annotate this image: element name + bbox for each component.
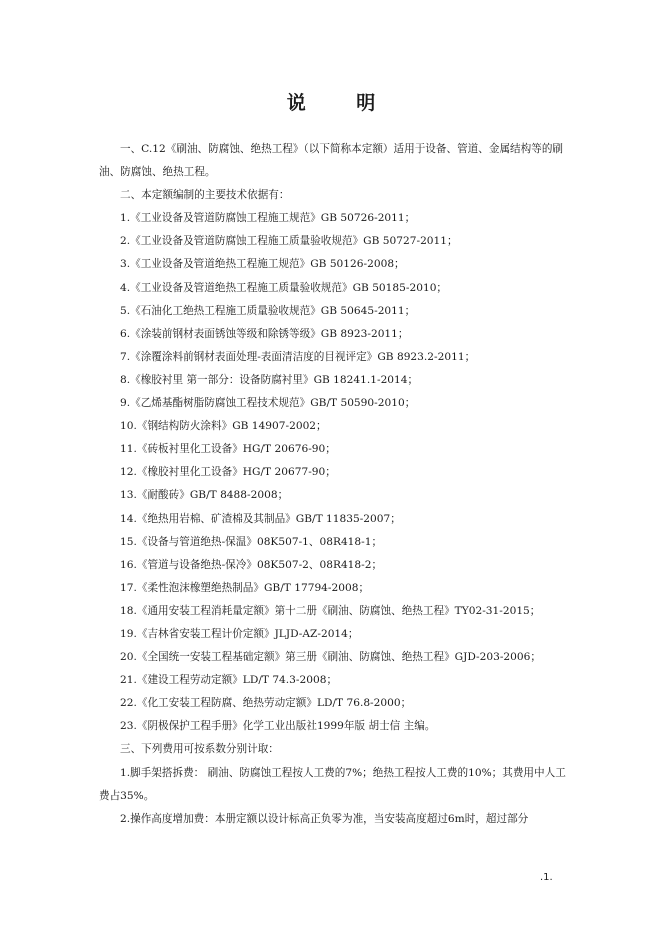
reference-item: 9.《乙烯基酯树脂防腐蚀工程技术规范》GB/T 50590-2010； [120, 397, 416, 410]
reference-item: 19.《吉林省安装工程计价定额》JLJD-AZ-2014； [120, 627, 359, 640]
reference-item: 5.《石油化工绝热工程施工质量验收规范》GB 50645-2011； [120, 304, 416, 317]
section-heading-fees: 三、下列费用可按系数分别计取： [120, 743, 279, 756]
reference-item: 14.《绝热用岩棉、矿渣棉及其制品》GB/T 11835-2007； [120, 512, 401, 525]
page-title: 说 明 [286, 92, 398, 114]
reference-item: 3.《工业设备及管道绝热工程施工规范》GB 50126-2008； [120, 258, 405, 271]
reference-list [99, 207, 567, 738]
reference-item: 11.《砖板衬里化工设备》HG/T 20676-90； [120, 443, 336, 456]
reference-item: 17.《柔性泡沫橡塑绝热制品》GB/T 17794-2008； [120, 581, 370, 594]
reference-item: 13.《耐酸砖》GB/T 8488-2008； [120, 489, 289, 502]
fee-height-paragraph: 2.操作高度增加费：本册定额以设计标高正负零为准，当安装高度超过6m时，超过部分 [120, 812, 529, 825]
reference-item: 20.《全国统一安装工程基础定额》第三册《刷油、防腐蚀、绝热工程》GJD-203-2006； [120, 651, 541, 664]
reference-item: 1.《工业设备及管道防腐蚀工程施工规范》GB 50726-2011； [120, 212, 416, 225]
fee-scaffolding-paragraph: 1.脚手架搭拆费： 刷油、防腐蚀工程按人工费的7%；绝热工程按人工费的10%；其费用中人工费占35%。 [99, 766, 566, 802]
document-body [99, 138, 567, 831]
reference-item: 10.《钢结构防火涂料》GB 14907-2002； [120, 420, 327, 433]
section-heading-basis: 二、本定额编制的主要技术依据有： [120, 189, 290, 202]
reference-item: 8.《橡胶衬里 第一部分：设备防腐衬里》GB 18241.1-2014； [120, 373, 419, 386]
reference-item: 4.《工业设备及管道绝热工程施工质量验收规范》GB 50185-2010； [120, 281, 448, 294]
reference-item: 21.《建设工程劳动定额》LD/T 74.3-2008； [120, 674, 338, 687]
reference-item: 22.《化工安装工程防腐、绝热劳动定额》LD/T 76.8-2000； [120, 697, 412, 710]
reference-item: 12.《橡胶衬里化工设备》HG/T 20677-90； [120, 466, 336, 479]
reference-item: 16.《管道与设备绝热-保冷》08K507-2、08R418-2； [120, 558, 383, 571]
reference-item: 7.《涂覆涂料前钢材表面处理-表面清洁度的目视评定》GB 8923.2-2011； [120, 350, 476, 363]
reference-item: 18.《通用安装工程消耗量定额》第十二册《刷油、防腐蚀、绝热工程》TY02-31-2015； [120, 604, 541, 617]
intro-paragraph: 一、C.12《刷油、防腐蚀、绝热工程》（以下简称本定额）适用于设备、管道、金属结构等的刷油、防腐蚀、绝热工程。 [99, 143, 564, 179]
reference-item: 15.《设备与管道绝热-保温》08K507-1、08R418-1； [120, 535, 383, 548]
reference-item: 6.《涂装前钢材表面锈蚀等级和除锈等级》GB 8923-2011； [120, 327, 409, 340]
page-number: .1. [540, 872, 553, 883]
reference-item: 23.《阴极保护工程手册》化学工业出版社1999年版 胡士信 主编。 [120, 720, 436, 733]
reference-item: 2.《工业设备及管道防腐蚀工程施工质量验收规范》GB 50727-2011； [120, 235, 458, 248]
